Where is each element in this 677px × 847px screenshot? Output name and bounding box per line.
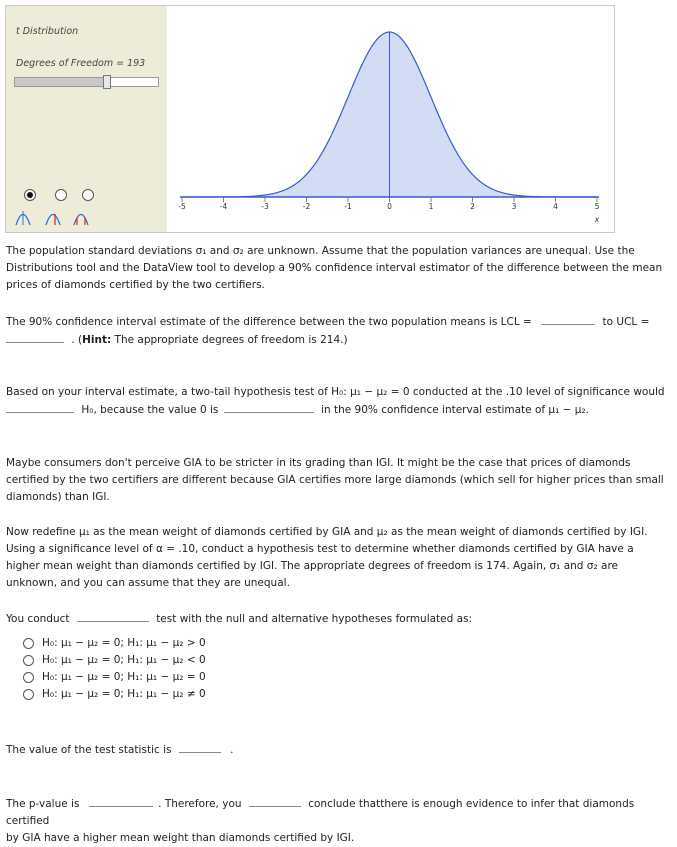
df-label: Degrees of Freedom	[16, 58, 114, 69]
curve-shape-icon-1	[16, 211, 30, 225]
option-radio-4[interactable]	[23, 689, 34, 700]
x-tick-label: 0	[387, 202, 392, 211]
conduct-question	[6, 610, 670, 628]
stat-text-2: .	[230, 744, 234, 756]
hypothesis-option-3[interactable]	[23, 670, 206, 684]
t-distribution-plot	[167, 6, 614, 232]
hyp-text-3: in the 90% confidence interval estimate of μ₁ − μ₂.	[321, 404, 589, 416]
option-radio-2[interactable]	[23, 655, 34, 666]
hypothesis-question	[6, 384, 670, 419]
curve-shape-icon-3	[74, 215, 88, 226]
hint-text: The appropriate degrees of freedom is 214.)	[111, 334, 348, 346]
pval-text-1: The p-value is	[6, 798, 80, 810]
x-tick-label: -4	[219, 202, 228, 211]
test-type-dropdown[interactable]	[77, 610, 149, 622]
x-tick-label: 4	[553, 202, 558, 211]
option-label-2: H₀: μ₁ − μ₂ = 0; H₁: μ₁ − μ₂ < 0	[42, 654, 206, 666]
hypothesis-option-4[interactable]	[23, 687, 206, 701]
hypothesis-option-2[interactable]	[23, 653, 206, 667]
option-label-4: H₀: μ₁ − μ₂ = 0; H₁: μ₁ − μ₂ ≠ 0	[42, 688, 206, 700]
conduct-text-1: You conduct	[6, 613, 70, 625]
x-tick-label: 5	[594, 202, 600, 211]
x-tick-label: -2	[302, 202, 311, 211]
hyp-text-2: H₀, because the value 0 is	[81, 404, 219, 416]
df-slider-fill	[15, 78, 107, 86]
df-readout: Degrees of Freedom = 193	[16, 58, 146, 69]
x-tick-label: -3	[261, 202, 269, 211]
option-label-1: H₀: μ₁ − μ₂ = 0; H₁: μ₁ − μ₂ > 0	[42, 637, 206, 649]
hypothesis-option-1[interactable]	[23, 636, 206, 650]
option-radio-3[interactable]	[23, 672, 34, 683]
x-tick-label: 2	[470, 202, 475, 211]
distribution-widget	[5, 5, 615, 233]
option-radio-1[interactable]	[23, 638, 34, 649]
hint-label: Hint:	[82, 334, 112, 346]
df-slider[interactable]	[14, 77, 159, 87]
p-value-question	[6, 795, 670, 847]
lcl-input[interactable]	[541, 313, 595, 325]
redefine-paragraph: Now redefine μ₁ as the mean weight of diamonds certified by GIA and μ₂ as the mean weight of diamonds certified by IGI. Using a significance level of α = .10, conduct a hypothesis test to determine whether diamonds certified by GIA have a higher mean weight than diamonds certified by IGI. The appropriate degrees of freedom is 174. Again, σ₁ and σ₂ are unknown, and you can assume that they are unequal.	[6, 526, 648, 589]
test-statistic-input[interactable]	[179, 741, 221, 753]
ci-text-1: The 90% confidence interval estimate of the difference between the two population means is LCL =	[6, 316, 532, 328]
intro-paragraph: The population standard deviations σ₁ and σ₂ are unknown. Assume that the population variances are unequal. Use the Distributions tool and the DataView tool to develop a 90% confidence interval estimator of the difference between the mean prices of diamonds certified by the two certifiers.	[6, 245, 663, 291]
radio-distribution-3[interactable]	[82, 189, 94, 201]
df-slider-thumb[interactable]	[103, 75, 111, 89]
can-cannot-dropdown[interactable]	[249, 795, 301, 807]
ci-text-3: . (	[71, 334, 83, 346]
df-value: 193	[127, 58, 146, 69]
distribution-shape-icons	[14, 208, 104, 228]
maybe-paragraph: Maybe consumers don't perceive GIA to be stricter in its grading than IGI. It might be the case that prices of diamonds certified by the two certifiers are different because GIA certifies more large diamonds (which sell for higher prices than small diamonds) than IGI.	[6, 457, 664, 503]
x-axis-ticks	[178, 197, 599, 211]
radio-distribution-1[interactable]	[24, 189, 36, 201]
x-tick-label: 1	[428, 202, 434, 211]
conduct-text-2: test with the null and alternative hypotheses formulated as:	[156, 613, 473, 625]
pval-text-2: . Therefore, you	[158, 798, 242, 810]
stat-text-1: The value of the test statistic is	[6, 744, 172, 756]
inside-outside-dropdown[interactable]	[224, 401, 314, 413]
curve-shape-icon-2	[46, 214, 60, 225]
pval-text-4: by GIA have a higher mean weight than diamonds certified by IGI.	[6, 832, 355, 844]
test-statistic-question	[6, 741, 670, 759]
widget-title: t Distribution	[16, 26, 79, 37]
reject-decision-dropdown[interactable]	[6, 401, 74, 413]
control-panel	[6, 6, 167, 232]
x-tick-label: -1	[344, 202, 352, 211]
ci-text-2: to UCL =	[602, 316, 650, 328]
x-tick-label: 3	[511, 202, 517, 211]
x-axis-label: x	[594, 215, 600, 224]
x-tick-label: -5	[178, 202, 186, 211]
pval-text-3: conclude thatthere is enough evidence to infer that diamonds certified	[6, 798, 635, 827]
ci-question	[6, 313, 670, 349]
radio-distribution-2[interactable]	[55, 189, 67, 201]
ucl-input[interactable]	[6, 331, 64, 343]
hyp-text-1: Based on your interval estimate, a two-tail hypothesis test of H₀: μ₁ − μ₂ = 0 conducted at the .10 level of significance would	[6, 386, 665, 398]
p-value-input[interactable]	[89, 795, 153, 807]
option-label-3: H₀: μ₁ − μ₂ = 0; H₁: μ₁ − μ₂ = 0	[42, 671, 206, 683]
